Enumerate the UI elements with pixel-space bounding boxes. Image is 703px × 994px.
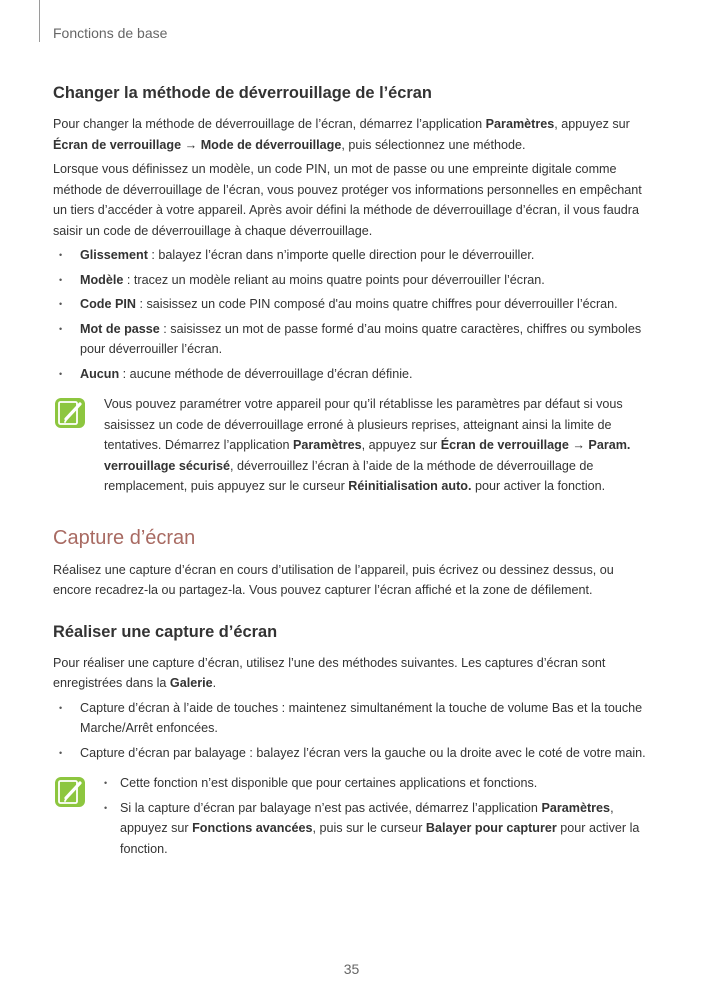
paragraph-unlock-intro: Pour changer la méthode de déverrouillage de l’écran, démarrez l’application Paramètres, appuyez sur Écran de verrouillage → Mode de déverrouillage, puis sélectionnez une méthode. (53, 117, 630, 152)
section-header: Fonctions de base (53, 25, 168, 41)
header-rule (39, 0, 40, 42)
list-item: • Modèle : tracez un modèle reliant au moins quatre points pour déverrouiller l’écran. (53, 270, 653, 291)
list-item: • Aucun : aucune méthode de déverrouillage d’écran définie. (53, 364, 653, 385)
list-item: • Code PIN : saisissez un code PIN composé d'au moins quatre chiffres pour déverrouiller l’écran. (53, 294, 653, 315)
paragraph-capture-methods: Pour réaliser une capture d’écran, utilisez l’une des méthodes suivantes. Les captures d’écran sont enregistrées dans la Galerie. (53, 655, 606, 690)
page-content (53, 82, 653, 863)
note-capture (53, 773, 653, 859)
list-item: • Si la capture d’écran par balayage n’est pas activée, démarrez l’application Paramètres, appuyez sur Fonctions avancées, puis sur le curseur Balayer pour capturer pour activer la fonction. (104, 798, 653, 860)
note-pencil-icon (54, 776, 86, 808)
unlock-methods-list (53, 245, 653, 384)
list-item: • Capture d’écran à l’aide de touches : maintenez simultanément la touche de volume Bas et la touche Marche/Arrêt enfoncées. (53, 698, 653, 739)
subheading-take-capture: Réaliser une capture d’écran (53, 622, 278, 641)
list-item: • Cette fonction n’est disponible que pour certaines applications et fonctions. (104, 773, 653, 794)
section-heading-unlock: Changer la méthode de déverrouillage de l’écran (53, 84, 432, 102)
paragraph-unlock-security: Lorsque vous définissez un modèle, un code PIN, un mot de passe ou une empreinte digitale comme méthode de déverrouillage de l’écran, vous pouvez protéger vos informations personnelles en empêchant un tiers d’accéder à votre appareil. Après avoir défini la méthode de déverrouillage d’écran, il vous faudra saisir un code de déverrouillage à chaque déverrouillage. (53, 162, 642, 238)
capture-methods-list (53, 698, 653, 764)
note-pencil-icon (54, 397, 86, 429)
note-capture-list (104, 773, 653, 859)
section-heading-capture: Capture d’écran (53, 526, 196, 549)
list-item: • Capture d’écran par balayage : balayez l’écran vers la gauche ou la droite avec le coté de votre main. (53, 743, 653, 764)
list-item: • Mot de passe : saisissez un mot de passe formé d’au moins quatre caractères, chiffres ou symboles pour déverrouiller l’écran. (53, 319, 653, 360)
paragraph-capture-intro: Réalisez une capture d’écran en cours d’utilisation de l’appareil, puis écrivez ou dessinez dessus, ou encore recadrez-la ou partagez-la. Vous pouvez capturer l’écran affiché et la zone de défilement. (53, 562, 614, 597)
page-number: 35 (343, 961, 360, 977)
note-unlock (53, 394, 653, 497)
list-item: • Glissement : balayez l’écran dans n’importe quelle direction pour le déverrouiller. (53, 245, 653, 266)
note-unlock-text: Vous pouvez paramétrer votre appareil pour qu’il rétablisse les paramètres par défaut si vous saisissez un code de déverrouillage erroné à plusieurs reprises, atteignant ainsi la limite de tentatives. Démarrez l’application Paramètres, appuyez sur Écran de verrouillage → Param. verrouillage sécurisé, déverrouillez l’écran à l’aide de la méthode de déverrouillage de remplacement, puis appuyez sur le curseur Réinitialisation auto. pour activer la fonction. (104, 397, 631, 493)
